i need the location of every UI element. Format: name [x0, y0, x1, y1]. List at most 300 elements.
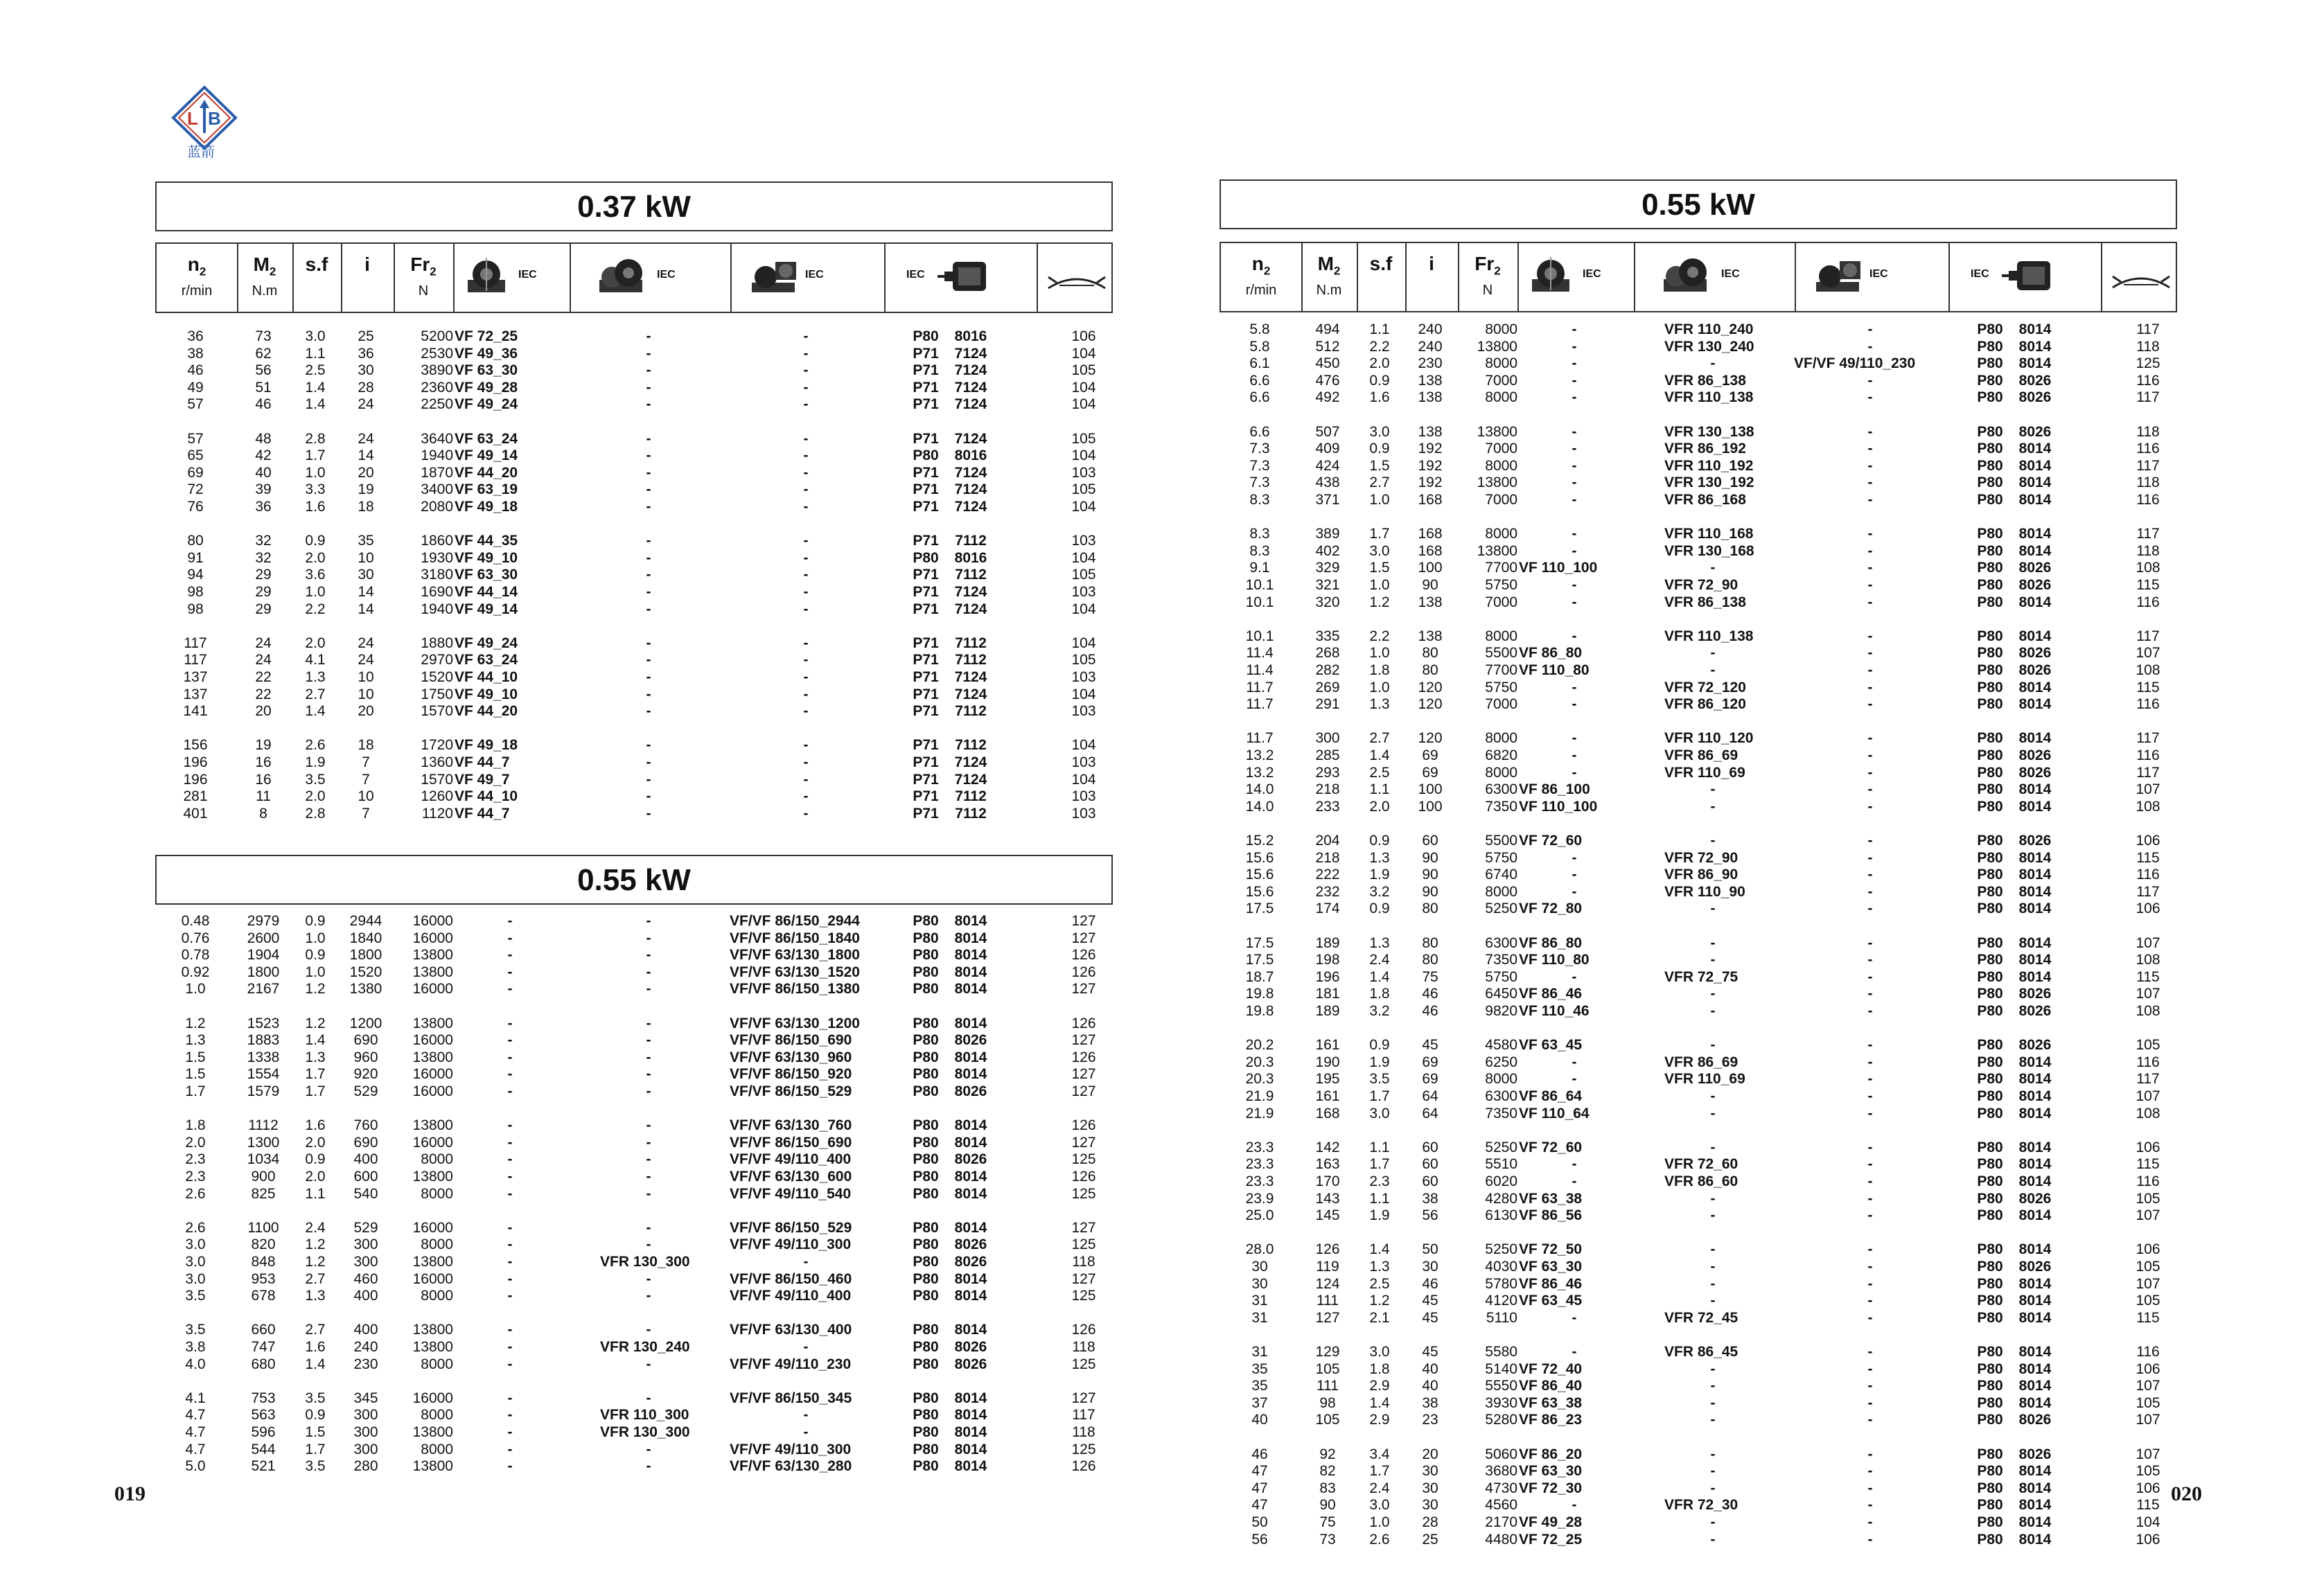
- cell-vfvf: -: [803, 1254, 809, 1270]
- cell-sf: 2.4: [1369, 952, 1390, 968]
- cell-flange: 8026: [2018, 1412, 2052, 1428]
- cell-flange: 8026: [2018, 986, 2052, 1002]
- cell-sf: 1.5: [1369, 560, 1390, 576]
- cell-frame: P80: [1977, 1207, 2003, 1224]
- cell-fr2: 13800: [412, 1169, 453, 1185]
- cell-m2: 389: [1315, 526, 1340, 542]
- cell-vfr: -: [646, 345, 651, 362]
- cell-frame: P80: [1977, 849, 2003, 866]
- cell-m2: 678: [251, 1288, 276, 1304]
- cell-m2: 476: [1315, 372, 1340, 389]
- cell-n2: 72: [187, 481, 204, 498]
- cell-fr2: 16000: [412, 1083, 453, 1099]
- cell-vfvf: -: [1867, 1003, 1873, 1019]
- cell-vfvf: -: [803, 1424, 809, 1440]
- cell-fr2: 16000: [412, 1270, 453, 1287]
- cell-flange: 8026: [2018, 764, 2052, 781]
- cell-sf: 1.0: [1369, 492, 1390, 508]
- cell-vfr: -: [1710, 986, 1716, 1002]
- cell-sf: 2.8: [305, 430, 326, 447]
- cell-vf: -: [1572, 883, 1577, 900]
- cell-frame: P80: [1977, 968, 2003, 985]
- cell-n2: 281: [183, 788, 208, 805]
- cell-flange: 7124: [954, 754, 987, 770]
- header-divider: [237, 244, 238, 312]
- cell-n2: 50: [1251, 1514, 1268, 1530]
- cell-flange: 8014: [2018, 338, 2052, 355]
- cell-flange: 7124: [954, 584, 987, 600]
- cell-page: 127: [1071, 1066, 1096, 1083]
- cell-sf: 2.5: [1369, 1275, 1390, 1292]
- cell-flange: 8014: [2018, 492, 2052, 508]
- cell-m2: 161: [1315, 1088, 1340, 1104]
- cell-vfvf: -: [1867, 1156, 1873, 1173]
- cell-vfvf: -: [1867, 1446, 1873, 1462]
- cell-fr2: 7000: [1485, 696, 1517, 713]
- cell-vfr: VFR 86_120: [1664, 696, 1746, 713]
- cell-vfvf: VF/VF 49/110_400: [730, 1288, 852, 1304]
- cell-fr2: 16000: [412, 1032, 453, 1049]
- cell-vfvf: -: [1867, 1037, 1873, 1054]
- cell-sf: 1.2: [305, 981, 326, 998]
- cell-sf: 1.4: [1369, 747, 1390, 763]
- cell-frame: P80: [913, 1288, 939, 1304]
- cell-flange: 8014: [2018, 1514, 2052, 1530]
- header-divider: [1517, 243, 1519, 311]
- cell-frame: P80: [913, 964, 939, 980]
- cell-page: 106: [2136, 1480, 2160, 1496]
- cell-flange: 8014: [2018, 1378, 2052, 1394]
- cell-flange: 8014: [954, 1270, 987, 1287]
- cell-n2: 21.9: [1245, 1088, 1274, 1104]
- cell-vfr: -: [1710, 1105, 1716, 1121]
- cell-vf: VF 110_64: [1519, 1105, 1590, 1121]
- cell-sf: 1.7: [305, 1066, 326, 1083]
- cell-vfr: VFR 86_192: [1664, 441, 1746, 457]
- cell-vfr: -: [1710, 901, 1716, 917]
- cell-vfvf: -: [1867, 934, 1873, 951]
- cell-fr2: 13800: [412, 1015, 453, 1031]
- cell-page: 117: [2136, 1071, 2160, 1088]
- cell-vfvf: VF/VF 86/150_1380: [730, 981, 860, 998]
- cell-frame: P80: [1977, 1412, 2003, 1428]
- cell-frame: P71: [913, 345, 939, 362]
- cell-m2: 409: [1315, 441, 1340, 457]
- cell-i: 30: [358, 567, 374, 583]
- cell-m2: 218: [1315, 849, 1340, 866]
- cell-n2: 23.9: [1245, 1190, 1274, 1207]
- cell-page: 115: [2136, 679, 2160, 695]
- cell-flange: 8014: [2018, 1480, 2052, 1496]
- cell-frame: P80: [913, 1441, 939, 1457]
- cell-vfvf: -: [803, 549, 809, 566]
- cell-flange: 8014: [954, 1390, 987, 1406]
- cell-flange: 7124: [954, 686, 987, 702]
- cell-i: 50: [1422, 1241, 1438, 1258]
- cell-n2: 10.1: [1245, 577, 1274, 593]
- cell-vfvf: -: [803, 601, 809, 617]
- cell-frame: P80: [913, 1339, 939, 1355]
- cell-vfvf: -: [1867, 1105, 1873, 1121]
- cell-fr2: 3930: [1485, 1394, 1517, 1411]
- cell-page: 118: [1072, 1424, 1095, 1440]
- cell-page: 116: [2136, 372, 2160, 389]
- cell-sf: 0.9: [1369, 901, 1390, 917]
- cell-n2: 4.7: [185, 1407, 206, 1424]
- cell-page: 118: [1072, 1254, 1095, 1270]
- iec-label: IEC: [657, 269, 676, 281]
- cell-page: 105: [2136, 1394, 2160, 1411]
- cell-vf: VF 49_10: [455, 549, 518, 566]
- cell-frame: P80: [1977, 389, 2003, 406]
- cell-vf: VF 86_100: [1519, 781, 1590, 798]
- cell-fr2: 2970: [421, 652, 453, 668]
- cell-sf: 2.9: [1369, 1412, 1390, 1428]
- cell-n2: 3.5: [185, 1322, 206, 1338]
- cell-page: 126: [1071, 1015, 1096, 1031]
- cell-vfr: -: [646, 499, 651, 515]
- cell-n2: 2.3: [185, 1151, 206, 1168]
- cell-vfr: -: [646, 481, 651, 498]
- cell-flange: 7112: [955, 652, 987, 668]
- cell-vfvf: -: [803, 686, 809, 702]
- cell-i: 36: [358, 345, 374, 362]
- cell-vfr: -: [1710, 355, 1716, 372]
- cell-vfvf: -: [1867, 560, 1873, 576]
- cell-fr2: 2530: [421, 345, 453, 362]
- cell-frame: P80: [1977, 798, 2003, 815]
- cell-flange: 8026: [2018, 577, 2052, 593]
- cell-vf: -: [507, 981, 513, 998]
- cell-n2: 196: [183, 754, 208, 770]
- cell-page: 117: [2136, 628, 2160, 644]
- cell-frame: P80: [1977, 475, 2003, 491]
- cell-i: 2944: [349, 913, 382, 929]
- cell-frame: P80: [913, 1134, 939, 1151]
- cell-page: 108: [2136, 798, 2160, 815]
- cell-flange: 8026: [954, 1339, 987, 1355]
- cell-i: 90: [1422, 577, 1438, 593]
- cell-n2: 2.0: [185, 1134, 206, 1151]
- header-divider: [2101, 243, 2102, 311]
- cell-fr2: 5550: [1485, 1378, 1517, 1394]
- cell-sf: 1.4: [305, 1356, 326, 1372]
- cell-m2: 1579: [247, 1083, 280, 1099]
- cell-vfvf: VF/VF 86/150_690: [730, 1134, 852, 1151]
- cell-n2: 31: [1251, 1293, 1268, 1309]
- cell-page: 126: [1071, 947, 1096, 964]
- cell-flange: 8014: [954, 1185, 987, 1202]
- cell-page: 116: [2136, 492, 2160, 508]
- cell-i: 14: [358, 601, 374, 617]
- cell-flange: 8014: [2018, 1241, 2052, 1258]
- cell-flange: 8014: [2018, 1071, 2052, 1088]
- cell-vfvf: -: [803, 669, 809, 685]
- cell-sf: 0.9: [305, 1407, 326, 1424]
- cell-m2: 24: [255, 635, 272, 651]
- cell-vf: VF 44_20: [455, 464, 518, 481]
- cell-flange: 8014: [954, 1458, 987, 1475]
- cell-sf: 1.4: [1369, 1394, 1390, 1411]
- cell-fr2: 8000: [421, 1288, 453, 1304]
- header-divider: [570, 244, 571, 312]
- cell-frame: P80: [913, 1117, 939, 1134]
- cell-sf: 2.0: [1369, 798, 1390, 815]
- cell-n2: 0.48: [181, 913, 210, 929]
- cell-n2: 11.4: [1246, 662, 1274, 678]
- cell-m2: 512: [1315, 338, 1340, 355]
- cell-frame: P80: [913, 1015, 939, 1031]
- cell-page: 127: [1071, 1390, 1096, 1406]
- cell-vf: VF 86_64: [1519, 1088, 1583, 1104]
- cell-vfr: -: [646, 964, 651, 980]
- cell-i: 138: [1418, 423, 1443, 440]
- cell-n2: 10.1: [1245, 594, 1274, 610]
- cell-page: 106: [2136, 833, 2160, 849]
- cell-frame: P80: [913, 1185, 939, 1202]
- cell-fr2: 6300: [1485, 781, 1517, 798]
- cell-sf: 3.4: [1369, 1446, 1390, 1462]
- cell-n2: 1.8: [185, 1117, 206, 1134]
- cell-page: 107: [2136, 1378, 2160, 1394]
- cell-vfvf: -: [1867, 1173, 1873, 1189]
- cell-page: 125: [1071, 1185, 1096, 1202]
- header-divider: [1795, 243, 1796, 311]
- cell-m2: 285: [1315, 747, 1340, 763]
- cell-vf: -: [507, 1254, 513, 1270]
- cell-n2: 1.3: [185, 1032, 206, 1049]
- cell-vfr: -: [646, 1390, 651, 1406]
- cell-fr2: 5280: [1485, 1412, 1517, 1428]
- cell-i: 100: [1418, 781, 1443, 798]
- cell-flange: 8026: [954, 1032, 987, 1049]
- cell-frame: P80: [913, 1083, 939, 1099]
- cell-vfvf: VF/VF 49/110_400: [730, 1151, 852, 1168]
- cell-frame: P71: [913, 669, 939, 685]
- cell-flange: 8014: [2018, 798, 2052, 815]
- cell-frame: P71: [913, 737, 939, 754]
- cell-fr2: 3180: [421, 567, 453, 583]
- cell-page: 126: [1071, 1458, 1096, 1475]
- cell-frame: P80: [1977, 355, 2003, 372]
- cell-m2: 371: [1315, 492, 1340, 508]
- cell-m2: 494: [1315, 321, 1340, 337]
- cell-vfr: -: [1710, 1190, 1716, 1207]
- cell-n2: 37: [1251, 1394, 1268, 1411]
- cell-i: 45: [1422, 1293, 1438, 1309]
- cell-n2: 20.3: [1245, 1054, 1274, 1070]
- iec-label: IEC: [906, 269, 925, 281]
- cell-vf: VF 86_46: [1519, 1275, 1583, 1292]
- cell-vf: -: [1572, 747, 1577, 763]
- cell-i: 600: [353, 1169, 378, 1185]
- cell-frame: P71: [913, 788, 939, 805]
- cell-flange: 8014: [954, 1322, 987, 1338]
- table-header-left: [155, 242, 1113, 313]
- cell-vfr: -: [646, 788, 651, 805]
- cell-n2: 1.2: [185, 1015, 206, 1031]
- cell-vfvf: VF/VF 86/150_460: [730, 1270, 852, 1287]
- cell-n2: 57: [187, 396, 204, 413]
- cell-n2: 46: [187, 362, 204, 379]
- gearbox-vf-icon: [1523, 251, 1601, 303]
- cell-fr2: 1880: [421, 635, 453, 651]
- cell-m2: 29: [255, 601, 272, 617]
- cell-m2: 953: [251, 1270, 276, 1287]
- cell-m2: 848: [251, 1254, 276, 1270]
- cell-sf: 1.2: [305, 1015, 326, 1031]
- cell-n2: 2.6: [185, 1185, 206, 1202]
- cell-flange: 8014: [954, 913, 987, 929]
- cell-vf: -: [1572, 457, 1577, 474]
- cell-vfvf: -: [803, 771, 809, 788]
- cell-m2: 1300: [247, 1134, 280, 1151]
- cell-page: 105: [2136, 1037, 2160, 1054]
- cell-frame: P80: [1977, 542, 2003, 559]
- cell-vfvf: VF/VF 86/150_1840: [730, 930, 860, 946]
- cell-n2: 2.3: [185, 1169, 206, 1185]
- cell-vf: -: [507, 1236, 513, 1253]
- cell-frame: P71: [913, 567, 939, 583]
- cell-flange: 8014: [2018, 526, 2052, 542]
- cell-frame: P71: [913, 686, 939, 702]
- cell-m2: 163: [1315, 1156, 1340, 1173]
- cell-m2: 1554: [247, 1066, 280, 1083]
- cell-flange: 7124: [954, 771, 987, 788]
- cell-vfr: -: [646, 737, 651, 754]
- cell-vf: -: [1572, 968, 1577, 985]
- cell-sf: 3.0: [1369, 423, 1390, 440]
- cell-n2: 31: [1251, 1344, 1268, 1360]
- cell-frame: P80: [913, 947, 939, 964]
- cell-vfvf: -: [803, 788, 809, 805]
- cell-vf: -: [507, 1390, 513, 1406]
- cell-fr2: 2080: [421, 499, 453, 515]
- cell-n2: 11.7: [1246, 730, 1274, 747]
- cell-frame: P80: [1977, 1514, 2003, 1530]
- cell-fr2: 6130: [1485, 1207, 1517, 1224]
- cell-flange: 8014: [954, 964, 987, 980]
- header-divider: [292, 244, 294, 312]
- cell-sf: 2.4: [305, 1219, 326, 1236]
- cell-m2: 1904: [247, 947, 280, 964]
- header-i: i: [364, 254, 370, 275]
- cell-vf: VF 72_40: [1519, 1360, 1583, 1377]
- cell-frame: P80: [913, 1407, 939, 1424]
- cell-flange: 8026: [2018, 645, 2052, 662]
- cell-vfr: -: [1710, 1088, 1716, 1104]
- cell-vf: -: [1572, 764, 1577, 781]
- cell-sf: 1.2: [1369, 594, 1390, 610]
- cell-flange: 8014: [954, 1407, 987, 1424]
- cell-vfvf: -: [1867, 1293, 1873, 1309]
- cell-page: 107: [2136, 1412, 2160, 1428]
- cell-m2: 32: [255, 533, 272, 549]
- cell-i: 40: [1422, 1378, 1438, 1394]
- cell-frame: P71: [913, 754, 939, 770]
- cell-fr2: 5060: [1485, 1446, 1517, 1462]
- cell-m2: 321: [1315, 577, 1340, 593]
- cell-sf: 1.5: [1369, 457, 1390, 474]
- cell-n2: 40: [1251, 1412, 1268, 1428]
- cell-vfr: VFR 86_138: [1664, 594, 1746, 610]
- header-divider: [730, 244, 732, 312]
- cell-flange: 8026: [954, 1151, 987, 1168]
- cell-vfr: VFR 110_192: [1664, 457, 1754, 474]
- cell-sf: 2.4: [1369, 1480, 1390, 1496]
- cell-m2: 75: [1319, 1514, 1336, 1530]
- cell-sf: 2.7: [1369, 730, 1390, 747]
- cell-n2: 91: [187, 549, 204, 566]
- cell-vfr: -: [646, 930, 651, 946]
- cell-flange: 8014: [2018, 849, 2052, 866]
- cell-frame: P80: [913, 1049, 939, 1065]
- cell-n2: 1.0: [185, 981, 206, 998]
- cell-vf: VF 49_14: [455, 601, 518, 617]
- cell-vfvf: -: [1867, 628, 1873, 644]
- cell-vfvf: -: [1867, 1412, 1873, 1428]
- cell-vf: VF 49_18: [455, 499, 518, 515]
- cell-n2: 15.6: [1245, 867, 1274, 883]
- cell-m2: 563: [251, 1407, 276, 1424]
- cell-n2: 10.1: [1245, 628, 1274, 644]
- cell-vfvf: -: [803, 464, 809, 481]
- cell-n2: 7.3: [1249, 457, 1270, 474]
- cell-page: 104: [1071, 447, 1096, 464]
- cell-vfvf: -: [1867, 849, 1873, 866]
- cell-flange: 8026: [954, 1254, 987, 1270]
- cell-flange: 8026: [2018, 372, 2052, 389]
- cell-m2: 680: [251, 1356, 276, 1372]
- cell-vfr: VFR 72_30: [1664, 1497, 1738, 1514]
- cell-i: 10: [358, 669, 374, 685]
- cell-m2: 747: [251, 1339, 276, 1355]
- cell-fr2: 4120: [1485, 1293, 1517, 1309]
- header-divider: [1948, 243, 1950, 311]
- cell-i: 64: [1422, 1105, 1438, 1121]
- cell-i: 45: [1422, 1037, 1438, 1054]
- cell-sf: 2.2: [1369, 628, 1390, 644]
- cell-m2: 1883: [247, 1032, 280, 1049]
- cell-fr2: 6820: [1485, 747, 1517, 763]
- cell-fr2: 8000: [1485, 764, 1517, 781]
- cell-i: 230: [1418, 355, 1443, 372]
- cell-frame: P80: [1977, 1480, 2003, 1496]
- cell-vf: -: [1572, 372, 1577, 389]
- cell-vfr: -: [646, 1015, 651, 1031]
- cell-fr2: 13800: [412, 1458, 453, 1475]
- title-right: 0.55 kW: [1220, 179, 2177, 229]
- cell-vfr: -: [646, 1032, 651, 1049]
- cell-i: 56: [1422, 1207, 1438, 1224]
- cell-vf: -: [1572, 542, 1577, 559]
- cell-sf: 3.2: [1369, 1003, 1390, 1019]
- cell-page: 104: [1071, 499, 1096, 515]
- cell-vf: VF 86_80: [1519, 934, 1583, 951]
- cell-fr2: 5200: [421, 328, 453, 344]
- cell-fr2: 13800: [1477, 338, 1517, 355]
- cell-frame: P80: [1977, 560, 2003, 576]
- cell-i: 20: [1422, 1446, 1438, 1462]
- svg-text:B: B: [208, 108, 221, 129]
- cell-frame: P80: [1977, 1446, 2003, 1462]
- cell-sf: 1.4: [1369, 968, 1390, 985]
- cell-vfvf: -: [803, 567, 809, 583]
- cell-n2: 6.6: [1249, 423, 1270, 440]
- cell-vfvf: -: [1867, 1497, 1873, 1514]
- cell-frame: P80: [1977, 1463, 2003, 1480]
- cell-n2: 15.6: [1245, 883, 1274, 900]
